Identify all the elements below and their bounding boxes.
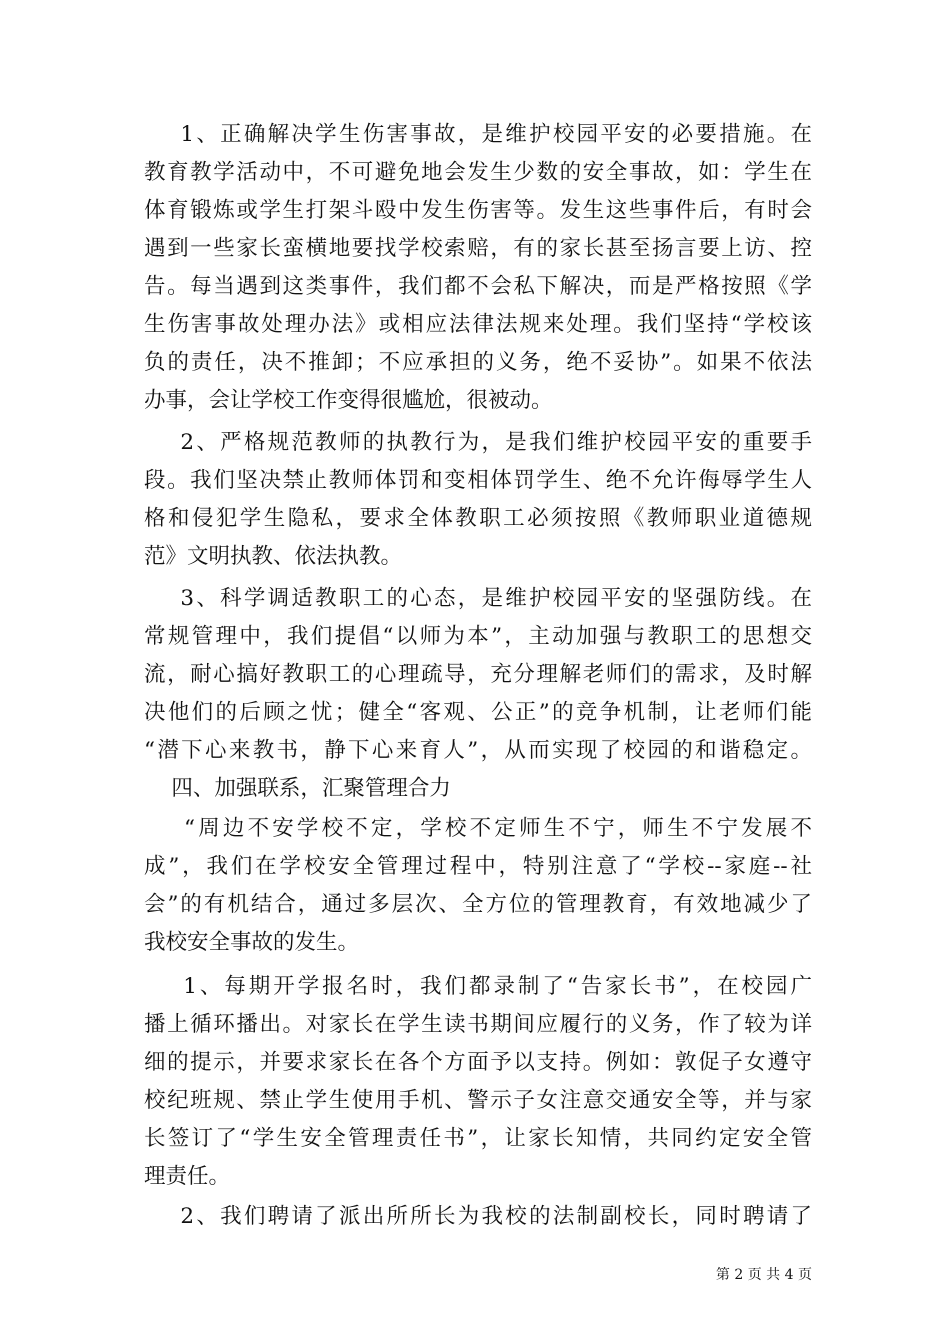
text-line: “周边不安学校不定，学校不定师生不宁，师生不宁发展不 xyxy=(144,816,812,841)
text-line: 3、科学调适教职工的心态，是维护校园平安的坚强防线。在 xyxy=(144,586,812,611)
text-line: 1、每期开学报名时，我们都录制了“告家长书”，在校园广 xyxy=(144,974,812,999)
text-line: 会”的有机结合，通过多层次、全方位的管理教育，有效地减少了 xyxy=(144,892,812,917)
text-line: 段。我们坚决禁止教师体罚和变相体罚学生、绝不允许侮辱学生人 xyxy=(144,468,812,493)
text-line: 遇到一些家长蛮横地要找学校索赔，有的家长甚至扬言要上访、控 xyxy=(144,236,812,261)
text-line: 负的责任，决不推卸；不应承担的义务，绝不妥协”。如果不依法 xyxy=(144,350,812,375)
text-line: 四、加强联系，汇聚管理合力 xyxy=(144,776,451,801)
text-line: 长签订了“学生安全管理责任书”，让家长知情，共同约定安全管 xyxy=(144,1126,812,1151)
text-line: 常规管理中，我们提倡“以师为本”，主动加强与教职工的思想交 xyxy=(144,624,812,649)
text-line: 办事，会让学校工作变得很尴尬，很被动。 xyxy=(144,388,553,413)
text-line: 2、严格规范教师的执教行为，是我们维护校园平安的重要手 xyxy=(144,430,812,455)
text-line: 教育教学活动中，不可避免地会发生少数的安全事故，如：学生在 xyxy=(144,160,812,185)
text-line: 1、正确解决学生伤害事故，是维护校园平安的必要措施。在 xyxy=(144,122,812,147)
text-line: 格和侵犯学生隐私，要求全体教职工必须按照《教师职业道德规 xyxy=(144,506,812,531)
text-line: 2、我们聘请了派出所所长为我校的法制副校长，同时聘请了 xyxy=(144,1204,812,1229)
text-line: 理责任。 xyxy=(144,1164,231,1189)
text-line: 流，耐心搞好教职工的心理疏导，充分理解老师们的需求，及时解 xyxy=(144,662,812,687)
text-line: 范》文明执教、依法执教。 xyxy=(144,544,403,569)
text-line: 校纪班规、禁止学生使用手机、警示子女注意交通安全等，并与家 xyxy=(144,1088,812,1113)
text-line: 我校安全事故的发生。 xyxy=(144,930,360,955)
text-line: 告。每当遇到这类事件，我们都不会私下解决，而是严格按照《学 xyxy=(144,274,812,299)
text-line: 决他们的后顾之忧；健全“客观、公正”的竞争机制，让老师们能 xyxy=(144,700,812,725)
text-line: 生伤害事故处理办法》或相应法律法规来处理。我们坚持“学校该 xyxy=(144,312,812,337)
text-line: “潜下心来教书，静下心来育人”，从而实现了校园的和谐稳定。 xyxy=(144,738,812,763)
text-line: 体育锻炼或学生打架斗殴中发生伤害等。发生这些事件后，有时会 xyxy=(144,198,812,223)
text-line: 成”，我们在学校安全管理过程中，特别注意了“学校--家庭--社 xyxy=(144,854,812,879)
text-line: 播上循环播出。对家长在学生读书期间应履行的义务，作了较为详 xyxy=(144,1012,812,1037)
page-footer: 第 2 页 共 4 页 xyxy=(715,1267,812,1283)
text-line: 细的提示，并要求家长在各个方面予以支持。例如：敦促子女遵守 xyxy=(144,1050,812,1075)
